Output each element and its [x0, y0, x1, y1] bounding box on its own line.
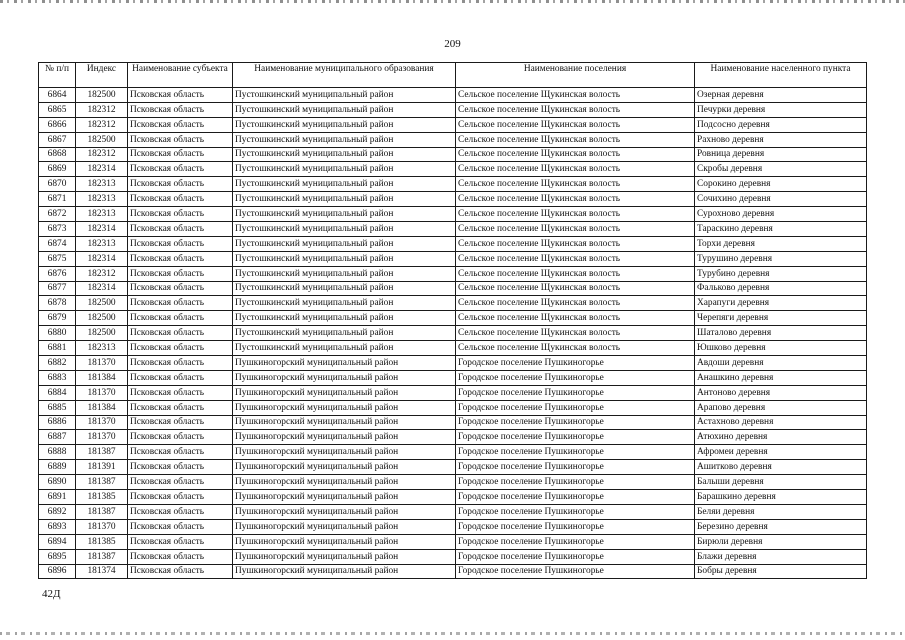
header-municipality: Наименование муниципального образования [233, 63, 456, 88]
cell-number: 6864 [39, 88, 76, 103]
cell-settlement: Городское поселение Пушкиногорье [456, 534, 695, 549]
cell-subject: Псковская область [128, 117, 233, 132]
cell-municipality: Пушкиногорский муниципальный район [233, 490, 456, 505]
table-row [39, 162, 867, 177]
cell-settlement: Городское поселение Пушкиногорье [456, 356, 695, 371]
cell-index: 181385 [76, 490, 128, 505]
cell-settlement: Сельское поселение Щукинская волость [456, 296, 695, 311]
cell-locality: Барашкино деревня [695, 490, 867, 505]
cell-settlement: Сельское поселение Щукинская волость [456, 207, 695, 222]
cell-locality: Турушино деревня [695, 251, 867, 266]
cell-index: 181370 [76, 385, 128, 400]
cell-index: 181374 [76, 564, 128, 579]
cell-number: 6875 [39, 251, 76, 266]
cell-municipality: Пустошкинский муниципальный район [233, 88, 456, 103]
cell-settlement: Городское поселение Пушкиногорье [456, 475, 695, 490]
cell-number: 6877 [39, 281, 76, 296]
cell-subject: Псковская область [128, 326, 233, 341]
cell-locality: Бирюли деревня [695, 534, 867, 549]
cell-number: 6884 [39, 385, 76, 400]
cell-municipality: Пустошкинский муниципальный район [233, 296, 456, 311]
cell-locality: Сурохново деревня [695, 207, 867, 222]
cell-number: 6865 [39, 102, 76, 117]
table-row [39, 222, 867, 237]
cell-settlement: Городское поселение Пушкиногорье [456, 370, 695, 385]
cell-number: 6889 [39, 460, 76, 475]
cell-number: 6894 [39, 534, 76, 549]
cell-municipality: Пустошкинский муниципальный район [233, 236, 456, 251]
cell-settlement: Сельское поселение Щукинская волость [456, 117, 695, 132]
table-row [39, 326, 867, 341]
cell-subject: Псковская область [128, 192, 233, 207]
cell-municipality: Пушкиногорский муниципальный район [233, 534, 456, 549]
scan-edge-bottom [0, 632, 905, 635]
cell-municipality: Пушкиногорский муниципальный район [233, 519, 456, 534]
cell-number: 6887 [39, 430, 76, 445]
cell-locality: Черепяги деревня [695, 311, 867, 326]
cell-subject: Псковская область [128, 147, 233, 162]
cell-settlement: Городское поселение Пушкиногорье [456, 519, 695, 534]
cell-locality: Астахново деревня [695, 415, 867, 430]
cell-number: 6896 [39, 564, 76, 579]
cell-index: 182314 [76, 222, 128, 237]
cell-settlement: Сельское поселение Щукинская волость [456, 177, 695, 192]
cell-subject: Псковская область [128, 534, 233, 549]
cell-index: 182314 [76, 162, 128, 177]
cell-locality: Ровница деревня [695, 147, 867, 162]
cell-locality: Скробы деревня [695, 162, 867, 177]
cell-index: 182500 [76, 88, 128, 103]
cell-locality: Турубино деревня [695, 266, 867, 281]
cell-index: 182312 [76, 266, 128, 281]
table-row [39, 475, 867, 490]
cell-index: 181391 [76, 460, 128, 475]
cell-index: 181385 [76, 534, 128, 549]
cell-number: 6893 [39, 519, 76, 534]
cell-index: 182312 [76, 102, 128, 117]
cell-number: 6892 [39, 504, 76, 519]
cell-number: 6866 [39, 117, 76, 132]
table-row [39, 236, 867, 251]
cell-municipality: Пушкиногорский муниципальный район [233, 370, 456, 385]
table-row [39, 207, 867, 222]
cell-settlement: Городское поселение Пушкиногорье [456, 445, 695, 460]
cell-municipality: Пустошкинский муниципальный район [233, 326, 456, 341]
cell-number: 6895 [39, 549, 76, 564]
cell-municipality: Пустошкинский муниципальный район [233, 207, 456, 222]
cell-subject: Псковская область [128, 490, 233, 505]
cell-index: 182314 [76, 251, 128, 266]
cell-index: 182500 [76, 296, 128, 311]
cell-number: 6883 [39, 370, 76, 385]
cell-settlement: Сельское поселение Щукинская волость [456, 132, 695, 147]
cell-number: 6872 [39, 207, 76, 222]
cell-subject: Псковская область [128, 281, 233, 296]
cell-municipality: Пустошкинский муниципальный район [233, 177, 456, 192]
table-header-row [39, 63, 867, 88]
cell-index: 182313 [76, 192, 128, 207]
cell-index: 181387 [76, 475, 128, 490]
footer-code: 42Д [42, 588, 61, 600]
cell-settlement: Городское поселение Пушкиногорье [456, 490, 695, 505]
cell-municipality: Пушкиногорский муниципальный район [233, 475, 456, 490]
cell-index: 181387 [76, 549, 128, 564]
cell-locality: Авдоши деревня [695, 356, 867, 371]
cell-municipality: Пушкиногорский муниципальный район [233, 400, 456, 415]
cell-number: 6880 [39, 326, 76, 341]
cell-locality: Печурки деревня [695, 102, 867, 117]
cell-locality: Беляи деревня [695, 504, 867, 519]
header-locality: Наименование населенного пункта [695, 63, 867, 88]
cell-locality: Атюхино деревня [695, 430, 867, 445]
cell-locality: Антоново деревня [695, 385, 867, 400]
cell-number: 6876 [39, 266, 76, 281]
cell-settlement: Сельское поселение Щукинская волость [456, 162, 695, 177]
table-row [39, 341, 867, 356]
table-row [39, 490, 867, 505]
cell-municipality: Пустошкинский муниципальный район [233, 251, 456, 266]
cell-municipality: Пустошкинский муниципальный район [233, 341, 456, 356]
cell-locality: Балыши деревня [695, 475, 867, 490]
cell-municipality: Пустошкинский муниципальный район [233, 222, 456, 237]
cell-index: 181384 [76, 400, 128, 415]
cell-locality: Бобры деревня [695, 564, 867, 579]
table-row [39, 564, 867, 579]
cell-number: 6869 [39, 162, 76, 177]
table-row [39, 415, 867, 430]
cell-subject: Псковская область [128, 251, 233, 266]
cell-locality: Рахново деревня [695, 132, 867, 147]
cell-municipality: Пустошкинский муниципальный район [233, 132, 456, 147]
cell-subject: Псковская область [128, 311, 233, 326]
cell-index: 182312 [76, 147, 128, 162]
cell-settlement: Сельское поселение Щукинская волость [456, 266, 695, 281]
cell-subject: Псковская область [128, 475, 233, 490]
cell-number: 6878 [39, 296, 76, 311]
cell-settlement: Городское поселение Пушкиногорье [456, 460, 695, 475]
cell-municipality: Пустошкинский муниципальный район [233, 266, 456, 281]
cell-number: 6890 [39, 475, 76, 490]
header-index: Индекс [76, 63, 128, 88]
cell-locality: Анашкино деревня [695, 370, 867, 385]
table-row [39, 251, 867, 266]
cell-subject: Псковская область [128, 549, 233, 564]
table-row [39, 370, 867, 385]
cell-settlement: Городское поселение Пушкиногорье [456, 549, 695, 564]
cell-index: 182313 [76, 177, 128, 192]
cell-number: 6868 [39, 147, 76, 162]
page-number: 209 [444, 38, 461, 50]
cell-subject: Псковская область [128, 266, 233, 281]
cell-locality: Харапуги деревня [695, 296, 867, 311]
cell-municipality: Пустошкинский муниципальный район [233, 147, 456, 162]
cell-subject: Псковская область [128, 132, 233, 147]
cell-number: 6882 [39, 356, 76, 371]
cell-index: 181387 [76, 445, 128, 460]
cell-settlement: Городское поселение Пушкиногорье [456, 385, 695, 400]
cell-index: 182313 [76, 341, 128, 356]
table-row [39, 519, 867, 534]
cell-settlement: Сельское поселение Щукинская волость [456, 341, 695, 356]
table-row [39, 132, 867, 147]
cell-locality: Шаталово деревня [695, 326, 867, 341]
cell-municipality: Пушкиногорский муниципальный район [233, 430, 456, 445]
cell-municipality: Пустошкинский муниципальный район [233, 311, 456, 326]
cell-subject: Псковская область [128, 296, 233, 311]
cell-settlement: Городское поселение Пушкиногорье [456, 564, 695, 579]
header-subject: Наименование субъекта [128, 63, 233, 88]
cell-subject: Псковская область [128, 341, 233, 356]
cell-subject: Псковская область [128, 445, 233, 460]
cell-subject: Псковская область [128, 400, 233, 415]
cell-settlement: Сельское поселение Щукинская волость [456, 192, 695, 207]
cell-locality: Юшково деревня [695, 341, 867, 356]
table-row [39, 430, 867, 445]
table-row [39, 102, 867, 117]
cell-locality: Сочихино деревня [695, 192, 867, 207]
cell-index: 181370 [76, 356, 128, 371]
cell-subject: Псковская область [128, 504, 233, 519]
cell-subject: Псковская область [128, 162, 233, 177]
cell-index: 181370 [76, 430, 128, 445]
cell-subject: Псковская область [128, 88, 233, 103]
table-body [39, 88, 867, 579]
cell-number: 6881 [39, 341, 76, 356]
cell-subject: Псковская область [128, 415, 233, 430]
cell-number: 6874 [39, 236, 76, 251]
cell-subject: Псковская область [128, 236, 233, 251]
cell-municipality: Пустошкинский муниципальный район [233, 102, 456, 117]
cell-municipality: Пушкиногорский муниципальный район [233, 445, 456, 460]
cell-subject: Псковская область [128, 430, 233, 445]
cell-locality: Озерная деревня [695, 88, 867, 103]
cell-index: 181384 [76, 370, 128, 385]
cell-municipality: Пустошкинский муниципальный район [233, 162, 456, 177]
cell-settlement: Сельское поселение Щукинская волость [456, 236, 695, 251]
cell-municipality: Пушкиногорский муниципальный район [233, 504, 456, 519]
scan-edge-top [0, 0, 905, 3]
cell-settlement: Городское поселение Пушкиногорье [456, 400, 695, 415]
cell-settlement: Сельское поселение Щукинская волость [456, 281, 695, 296]
cell-number: 6870 [39, 177, 76, 192]
cell-locality: Подсосно деревня [695, 117, 867, 132]
cell-number: 6873 [39, 222, 76, 237]
cell-settlement: Сельское поселение Щукинская волость [456, 311, 695, 326]
cell-index: 182313 [76, 236, 128, 251]
cell-subject: Псковская область [128, 102, 233, 117]
cell-subject: Псковская область [128, 519, 233, 534]
cell-settlement: Сельское поселение Щукинская волость [456, 102, 695, 117]
table-row [39, 460, 867, 475]
cell-number: 6888 [39, 445, 76, 460]
cell-locality: Арапово деревня [695, 400, 867, 415]
cell-index: 182500 [76, 326, 128, 341]
cell-number: 6879 [39, 311, 76, 326]
cell-index: 181387 [76, 504, 128, 519]
cell-locality: Торхи деревня [695, 236, 867, 251]
cell-number: 6871 [39, 192, 76, 207]
header-number: № п/п [39, 63, 76, 88]
cell-index: 181370 [76, 415, 128, 430]
cell-municipality: Пушкиногорский муниципальный район [233, 356, 456, 371]
cell-index: 182313 [76, 207, 128, 222]
cell-index: 182312 [76, 117, 128, 132]
table-row [39, 311, 867, 326]
cell-settlement: Сельское поселение Щукинская волость [456, 147, 695, 162]
cell-number: 6885 [39, 400, 76, 415]
cell-subject: Псковская область [128, 222, 233, 237]
settlements-table [38, 62, 867, 579]
cell-municipality: Пустошкинский муниципальный район [233, 117, 456, 132]
cell-settlement: Сельское поселение Щукинская волость [456, 222, 695, 237]
table-row [39, 177, 867, 192]
table-row [39, 117, 867, 132]
cell-index: 182500 [76, 311, 128, 326]
cell-municipality: Пушкиногорский муниципальный район [233, 415, 456, 430]
table-row [39, 549, 867, 564]
cell-locality: Фальково деревня [695, 281, 867, 296]
cell-locality: Сорокино деревня [695, 177, 867, 192]
table-row [39, 88, 867, 103]
cell-subject: Псковская область [128, 207, 233, 222]
table-row [39, 266, 867, 281]
cell-number: 6867 [39, 132, 76, 147]
cell-number: 6891 [39, 490, 76, 505]
cell-locality: Ашитково деревня [695, 460, 867, 475]
cell-municipality: Пушкиногорский муниципальный район [233, 385, 456, 400]
cell-locality: Березино деревня [695, 519, 867, 534]
cell-settlement: Сельское поселение Щукинская волость [456, 88, 695, 103]
cell-subject: Псковская область [128, 564, 233, 579]
table-row [39, 147, 867, 162]
cell-municipality: Пушкиногорский муниципальный район [233, 549, 456, 564]
cell-settlement: Городское поселение Пушкиногорье [456, 415, 695, 430]
cell-settlement: Городское поселение Пушкиногорье [456, 504, 695, 519]
cell-locality: Тараскино деревня [695, 222, 867, 237]
cell-municipality: Пушкиногорский муниципальный район [233, 564, 456, 579]
cell-locality: Блажи деревня [695, 549, 867, 564]
table-row [39, 400, 867, 415]
cell-locality: Афромеи деревня [695, 445, 867, 460]
table-row [39, 534, 867, 549]
cell-municipality: Пустошкинский муниципальный район [233, 281, 456, 296]
cell-settlement: Сельское поселение Щукинская волость [456, 326, 695, 341]
cell-subject: Псковская область [128, 460, 233, 475]
cell-settlement: Городское поселение Пушкиногорье [456, 430, 695, 445]
table-row [39, 445, 867, 460]
cell-index: 182314 [76, 281, 128, 296]
cell-municipality: Пушкиногорский муниципальный район [233, 460, 456, 475]
cell-municipality: Пустошкинский муниципальный район [233, 192, 456, 207]
cell-subject: Псковская область [128, 356, 233, 371]
cell-index: 181370 [76, 519, 128, 534]
table-row [39, 192, 867, 207]
cell-subject: Псковская область [128, 385, 233, 400]
table-row [39, 385, 867, 400]
cell-number: 6886 [39, 415, 76, 430]
header-settlement: Наименование поселения [456, 63, 695, 88]
table-row [39, 296, 867, 311]
cell-subject: Псковская область [128, 177, 233, 192]
table-row [39, 504, 867, 519]
table-row [39, 356, 867, 371]
cell-subject: Псковская область [128, 370, 233, 385]
cell-index: 182500 [76, 132, 128, 147]
cell-settlement: Сельское поселение Щукинская волость [456, 251, 695, 266]
table-row [39, 281, 867, 296]
